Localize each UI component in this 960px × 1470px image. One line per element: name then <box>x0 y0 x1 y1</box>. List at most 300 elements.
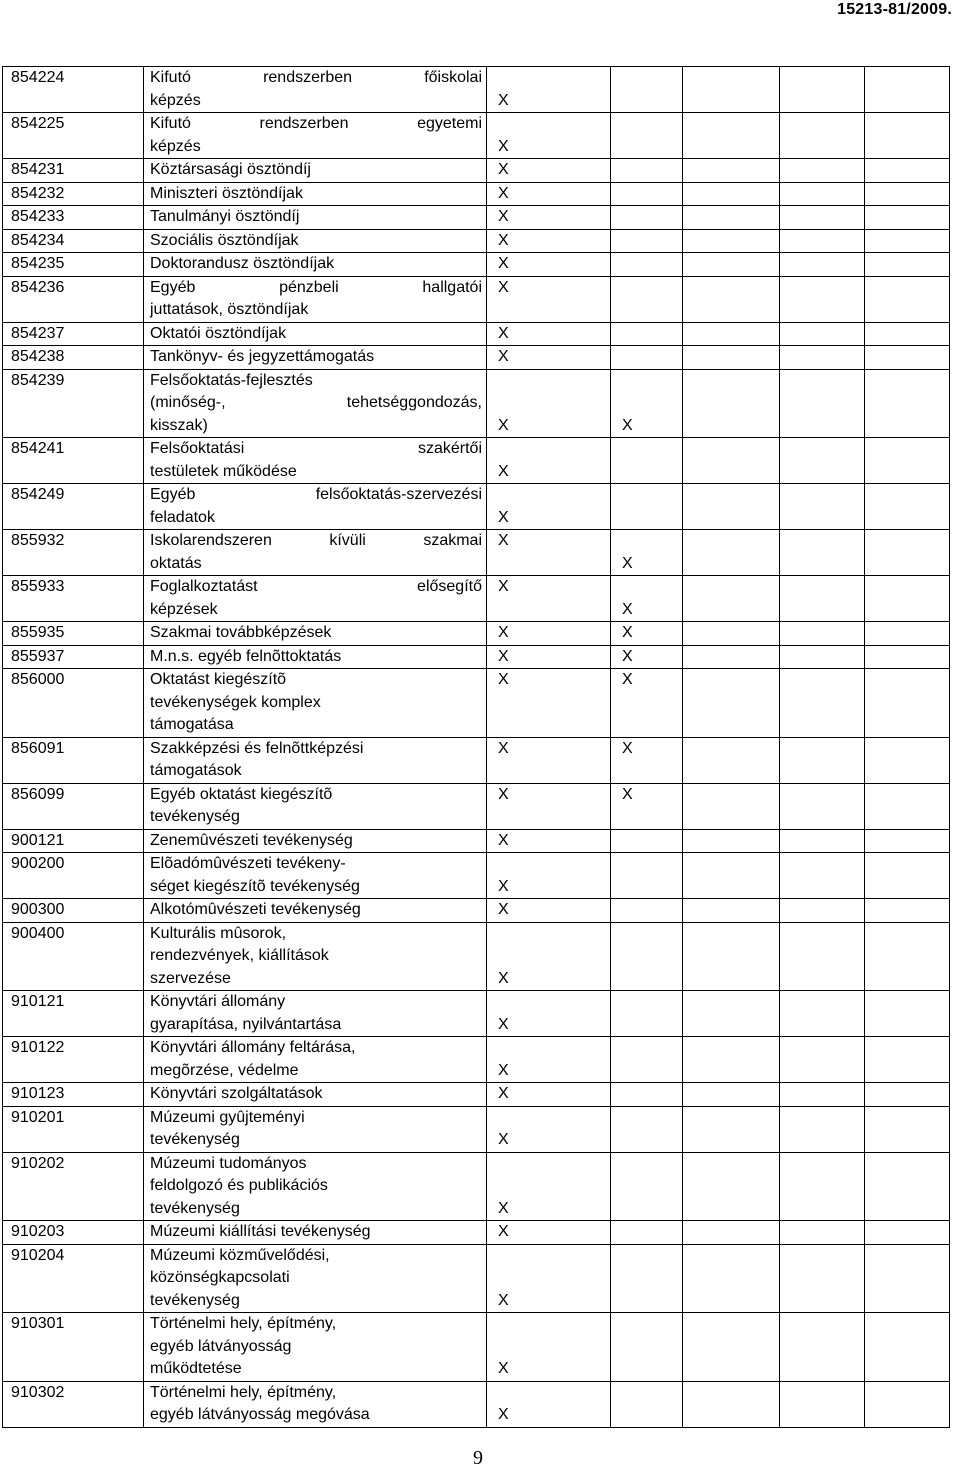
description-line: Könyvtári állomány feltárása, <box>150 1039 356 1056</box>
mark-cell-col-2 <box>611 1221 683 1245</box>
x-mark: X <box>498 161 509 178</box>
activity-description-cell <box>144 1083 487 1107</box>
mark-cell-col-2 <box>611 530 683 576</box>
description-line: Szociális ösztöndíjak <box>150 231 299 249</box>
activity-description-cell <box>144 1106 487 1152</box>
mark-cell-col-1 <box>487 253 611 277</box>
description-line: testületek működése <box>150 462 297 480</box>
mark-cell-col-2 <box>611 783 683 829</box>
activity-code-cell: 854225 <box>3 113 144 159</box>
activity-description-cell <box>144 922 487 991</box>
table-row <box>3 276 950 322</box>
mark-cell-col-1 <box>487 1037 611 1083</box>
x-mark: X <box>498 324 509 342</box>
empty-cell <box>865 253 950 277</box>
description-line: oktatás <box>150 554 202 572</box>
description-line: Egyéb pénzbeli hallgatói <box>150 278 482 296</box>
activity-code-cell: 854234 <box>3 229 144 253</box>
table-row <box>3 322 950 346</box>
description-line: Felsőoktatási szakértői <box>150 440 482 457</box>
mark-cell-col-1 <box>487 369 611 438</box>
description-line: Kifutó rendszerben egyetemi <box>150 115 482 132</box>
empty-cell <box>865 1037 950 1083</box>
empty-cell <box>780 899 865 923</box>
mark-cell-col-2 <box>611 206 683 230</box>
empty-cell <box>780 645 865 669</box>
empty-cell <box>683 1037 780 1083</box>
table-row <box>3 669 950 738</box>
activity-code-cell: 910201 <box>3 1106 144 1152</box>
activity-description-cell <box>144 1244 487 1313</box>
x-mark: X <box>622 785 633 803</box>
mark-cell-col-1 <box>487 530 611 576</box>
mark-cell-col-2 <box>611 853 683 899</box>
empty-cell <box>865 853 950 899</box>
activity-description-cell <box>144 206 487 230</box>
activity-code-cell: 900121 <box>3 829 144 853</box>
empty-cell <box>780 1313 865 1382</box>
x-mark: X <box>498 532 509 549</box>
activity-code-cell: 910123 <box>3 1083 144 1107</box>
empty-cell <box>683 576 780 622</box>
description-line: rendezvények, kiállítások <box>150 947 329 964</box>
x-mark: X <box>622 624 633 641</box>
activity-code-cell: 910202 <box>3 1152 144 1221</box>
mark-cell-col-1 <box>487 576 611 622</box>
activity-code-cell: 854237 <box>3 322 144 346</box>
empty-cell <box>865 829 950 853</box>
activity-code-cell: 855932 <box>3 530 144 576</box>
description-line: Foglalkoztatást elősegítő <box>150 578 482 595</box>
empty-cell <box>865 1381 950 1427</box>
description-line: Szakképzési és felnõttképzési <box>150 739 364 757</box>
description-line: juttatások, ösztöndíjak <box>150 301 309 318</box>
mark-cell-col-2 <box>611 1313 683 1382</box>
x-mark: X <box>498 578 509 595</box>
activity-code-cell: 910301 <box>3 1313 144 1382</box>
table-row <box>3 484 950 530</box>
empty-cell <box>683 922 780 991</box>
activity-code-cell: 900300 <box>3 899 144 923</box>
empty-cell <box>683 113 780 159</box>
mark-cell-col-2 <box>611 576 683 622</box>
table-row <box>3 1152 950 1221</box>
x-mark: X <box>498 416 509 434</box>
x-mark: X <box>498 184 509 202</box>
mark-cell-col-2 <box>611 645 683 669</box>
mark-cell-col-1 <box>487 438 611 484</box>
mark-cell-col-2 <box>611 346 683 370</box>
empty-cell <box>780 159 865 183</box>
table-row <box>3 783 950 829</box>
mark-cell-col-1 <box>487 991 611 1037</box>
table-row <box>3 182 950 206</box>
description-line: Doktorandusz ösztöndíjak <box>150 255 335 272</box>
empty-cell <box>865 182 950 206</box>
table-row <box>3 737 950 783</box>
empty-cell <box>780 853 865 899</box>
empty-cell <box>683 1152 780 1221</box>
description-line: Szakmai továbbképzések <box>150 624 332 641</box>
x-mark: X <box>622 739 633 757</box>
mark-cell-col-1 <box>487 229 611 253</box>
empty-cell <box>865 113 950 159</box>
description-line: Zenemûvészeti tevékenység <box>150 831 353 849</box>
empty-cell <box>683 645 780 669</box>
description-line: Köztársasági ösztöndíj <box>150 161 311 178</box>
description-line: Múzeumi közművelődési, <box>150 1246 330 1264</box>
page-number: 9 <box>473 1447 483 1469</box>
empty-cell <box>683 159 780 183</box>
description-line: egyéb látványosság <box>150 1337 292 1355</box>
table-row <box>3 530 950 576</box>
empty-cell <box>683 829 780 853</box>
empty-cell <box>780 991 865 1037</box>
activity-description-cell <box>144 1152 487 1221</box>
activity-description-cell <box>144 576 487 622</box>
table-row <box>3 438 950 484</box>
empty-cell <box>683 484 780 530</box>
activity-description-cell <box>144 1381 487 1427</box>
activity-code-table <box>2 66 950 1428</box>
table-row <box>3 1221 950 1245</box>
activity-description-cell <box>144 346 487 370</box>
empty-cell <box>865 783 950 829</box>
table-row <box>3 67 950 113</box>
table-body <box>3 67 950 1428</box>
x-mark: X <box>498 91 509 109</box>
description-line: képzés <box>150 91 201 109</box>
activity-code-cell: 854232 <box>3 182 144 206</box>
mark-cell-col-1 <box>487 829 611 853</box>
table-row <box>3 1244 950 1313</box>
empty-cell <box>865 346 950 370</box>
empty-cell <box>683 1313 780 1382</box>
empty-cell <box>683 783 780 829</box>
description-line: Könyvtári szolgáltatások <box>150 1085 323 1102</box>
table-row <box>3 1083 950 1107</box>
empty-cell <box>780 253 865 277</box>
activity-description-cell <box>144 67 487 113</box>
empty-cell <box>683 1106 780 1152</box>
activity-code-cell: 910302 <box>3 1381 144 1427</box>
x-mark: X <box>622 416 633 434</box>
mark-cell-col-1 <box>487 1381 611 1427</box>
empty-cell <box>780 276 865 322</box>
empty-cell <box>683 1221 780 1245</box>
empty-cell <box>683 1083 780 1107</box>
table-row <box>3 645 950 669</box>
mark-cell-col-2 <box>611 829 683 853</box>
mark-cell-col-1 <box>487 737 611 783</box>
activity-code-cell: 854249 <box>3 484 144 530</box>
mark-cell-col-2 <box>611 253 683 277</box>
table-row <box>3 622 950 646</box>
activity-code-cell: 856000 <box>3 669 144 738</box>
x-mark: X <box>498 647 509 665</box>
x-mark: X <box>498 1061 509 1079</box>
mark-cell-col-2 <box>611 484 683 530</box>
empty-cell <box>780 1244 865 1313</box>
description-line: Felsőoktatás-fejlesztés <box>150 371 313 389</box>
empty-cell <box>780 1152 865 1221</box>
activity-description-cell <box>144 369 487 438</box>
table-row <box>3 346 950 370</box>
mark-cell-col-1 <box>487 853 611 899</box>
activity-description-cell <box>144 829 487 853</box>
empty-cell <box>865 622 950 646</box>
x-mark: X <box>498 137 509 155</box>
empty-cell <box>865 1244 950 1313</box>
description-line: működtetése <box>150 1360 242 1377</box>
description-line: Könyvtári állomány <box>150 993 286 1010</box>
mark-cell-col-1 <box>487 159 611 183</box>
mark-cell-col-1 <box>487 346 611 370</box>
mark-cell-col-2 <box>611 182 683 206</box>
empty-cell <box>683 206 780 230</box>
activity-code-cell: 855937 <box>3 645 144 669</box>
description-line: Alkotómûvészeti tevékenység <box>150 901 361 918</box>
mark-cell-col-1 <box>487 113 611 159</box>
activity-description-cell <box>144 645 487 669</box>
description-line: Miniszteri ösztöndíjak <box>150 184 303 202</box>
mark-cell-col-1 <box>487 669 611 738</box>
description-line: Iskolarendszeren kívüli szakmai <box>150 532 482 549</box>
mark-cell-col-2 <box>611 369 683 438</box>
empty-cell <box>780 1083 865 1107</box>
table-row <box>3 229 950 253</box>
description-line: Egyéb oktatást kiegészítõ <box>150 785 333 803</box>
activity-description-cell <box>144 253 487 277</box>
activity-code-cell: 856099 <box>3 783 144 829</box>
empty-cell <box>683 438 780 484</box>
x-mark: X <box>498 208 509 225</box>
description-line: Kulturális mûsorok, <box>150 924 287 942</box>
empty-cell <box>683 737 780 783</box>
mark-cell-col-1 <box>487 322 611 346</box>
empty-cell <box>865 369 950 438</box>
empty-cell <box>683 322 780 346</box>
description-line: tevékenységek komplex <box>150 693 321 711</box>
table-row <box>3 206 950 230</box>
description-line: Tanulmányi ösztöndíj <box>150 208 300 225</box>
mark-cell-col-1 <box>487 1083 611 1107</box>
x-mark: X <box>498 255 509 272</box>
x-mark: X <box>498 1406 509 1423</box>
table-row <box>3 899 950 923</box>
x-mark: X <box>498 1015 509 1033</box>
x-mark: X <box>498 348 509 365</box>
empty-cell <box>683 530 780 576</box>
description-line: egyéb látványosság megóvása <box>150 1406 370 1423</box>
activity-description-cell <box>144 113 487 159</box>
description-line: Történelmi hely, építmény, <box>150 1383 337 1401</box>
empty-cell <box>780 622 865 646</box>
x-mark: X <box>498 969 509 987</box>
mark-cell-col-1 <box>487 1152 611 1221</box>
empty-cell <box>683 276 780 322</box>
table-row <box>3 991 950 1037</box>
document-reference-number: 15213-81/2009. <box>837 1 952 18</box>
activity-code-cell: 855935 <box>3 622 144 646</box>
mark-cell-col-2 <box>611 899 683 923</box>
activity-code-cell: 854224 <box>3 67 144 113</box>
empty-cell <box>683 991 780 1037</box>
empty-cell <box>683 853 780 899</box>
empty-cell <box>780 67 865 113</box>
empty-cell <box>865 1152 950 1221</box>
mark-cell-col-2 <box>611 669 683 738</box>
activity-description-cell <box>144 853 487 899</box>
x-mark: X <box>498 231 509 249</box>
activity-description-cell <box>144 322 487 346</box>
mark-cell-col-1 <box>487 1244 611 1313</box>
description-line: támogatások <box>150 762 242 779</box>
activity-code-cell: 854241 <box>3 438 144 484</box>
mark-cell-col-2 <box>611 438 683 484</box>
mark-cell-col-2 <box>611 1244 683 1313</box>
empty-cell <box>780 484 865 530</box>
description-line: tevékenység <box>150 1199 240 1217</box>
description-line: feldolgozó és publikációs <box>150 1177 328 1194</box>
description-line: támogatása <box>150 716 234 733</box>
activity-code-cell: 854233 <box>3 206 144 230</box>
empty-cell <box>683 669 780 738</box>
description-line: tevékenység <box>150 1291 240 1309</box>
activity-description-cell <box>144 1221 487 1245</box>
mark-cell-col-2 <box>611 622 683 646</box>
x-mark: X <box>498 1199 509 1217</box>
activity-description-cell <box>144 182 487 206</box>
empty-cell <box>780 229 865 253</box>
mark-cell-col-1 <box>487 1313 611 1382</box>
x-mark: X <box>498 877 509 895</box>
empty-cell <box>683 67 780 113</box>
empty-cell <box>865 276 950 322</box>
mark-cell-col-2 <box>611 322 683 346</box>
mark-cell-col-2 <box>611 229 683 253</box>
empty-cell <box>865 922 950 991</box>
empty-cell <box>780 829 865 853</box>
mark-cell-col-1 <box>487 645 611 669</box>
x-mark: X <box>622 647 633 665</box>
empty-cell <box>780 737 865 783</box>
activity-code-cell: 854238 <box>3 346 144 370</box>
table-row <box>3 829 950 853</box>
x-mark: X <box>498 671 509 688</box>
activity-description-cell <box>144 530 487 576</box>
x-mark: X <box>498 831 509 849</box>
activity-code-cell: 854235 <box>3 253 144 277</box>
activity-description-cell <box>144 159 487 183</box>
mark-cell-col-1 <box>487 276 611 322</box>
x-mark: X <box>498 462 509 480</box>
table-row <box>3 853 950 899</box>
empty-cell <box>683 899 780 923</box>
mark-cell-col-2 <box>611 113 683 159</box>
description-line: séget kiegészítõ tevékenység <box>150 877 360 895</box>
mark-cell-col-1 <box>487 1221 611 1245</box>
empty-cell <box>865 229 950 253</box>
description-line: képzések <box>150 600 218 618</box>
description-line: Múzeumi kiállítási tevékenység <box>150 1223 371 1240</box>
description-line: Múzeumi gyûjteményi <box>150 1108 305 1126</box>
mark-cell-col-2 <box>611 1152 683 1221</box>
activity-code-cell: 910203 <box>3 1221 144 1245</box>
description-line: Tankönyv- és jegyzettámogatás <box>150 348 375 365</box>
x-mark: X <box>498 1360 509 1377</box>
description-line: kisszak) <box>150 416 208 434</box>
empty-cell <box>780 1037 865 1083</box>
mark-cell-col-2 <box>611 1381 683 1427</box>
description-line: Múzeumi tudományos <box>150 1154 307 1172</box>
empty-cell <box>780 1381 865 1427</box>
table-row <box>3 253 950 277</box>
activity-description-cell <box>144 622 487 646</box>
empty-cell <box>780 438 865 484</box>
empty-cell <box>865 67 950 113</box>
description-line: tevékenység <box>150 1131 240 1148</box>
empty-cell <box>780 346 865 370</box>
empty-cell <box>683 346 780 370</box>
activity-code-cell: 910122 <box>3 1037 144 1083</box>
activity-description-cell <box>144 229 487 253</box>
table-row <box>3 576 950 622</box>
description-line: képzés <box>150 137 201 155</box>
activity-description-cell <box>144 783 487 829</box>
empty-cell <box>780 922 865 991</box>
table-row <box>3 1106 950 1152</box>
empty-cell <box>865 737 950 783</box>
activity-description-cell <box>144 737 487 783</box>
description-line: tevékenység <box>150 808 240 825</box>
description-line: Elõadómûvészeti tevékeny- <box>150 855 346 872</box>
table-row <box>3 369 950 438</box>
mark-cell-col-1 <box>487 206 611 230</box>
activity-description-cell <box>144 1313 487 1382</box>
activity-description-cell <box>144 438 487 484</box>
description-line: gyarapítása, nyilvántartása <box>150 1015 342 1033</box>
table-row <box>3 1381 950 1427</box>
empty-cell <box>683 622 780 646</box>
activity-description-cell <box>144 1037 487 1083</box>
x-mark: X <box>498 1223 509 1240</box>
description-line: megõrzése, védelme <box>150 1061 299 1079</box>
activity-description-cell <box>144 669 487 738</box>
description-line: Oktatást kiegészítõ <box>150 671 287 688</box>
description-line: feladatok <box>150 508 215 526</box>
table-row <box>3 113 950 159</box>
empty-cell <box>865 438 950 484</box>
empty-cell <box>683 182 780 206</box>
empty-cell <box>780 182 865 206</box>
empty-cell <box>683 253 780 277</box>
empty-cell <box>780 322 865 346</box>
description-line: (minőség-, tehetséggondozás, <box>150 394 482 411</box>
activity-description-cell <box>144 991 487 1037</box>
activity-description-cell <box>144 276 487 322</box>
mark-cell-col-1 <box>487 67 611 113</box>
empty-cell <box>865 991 950 1037</box>
empty-cell <box>865 1106 950 1152</box>
mark-cell-col-1 <box>487 182 611 206</box>
mark-cell-col-2 <box>611 922 683 991</box>
table-row <box>3 1037 950 1083</box>
empty-cell <box>780 576 865 622</box>
mark-cell-col-1 <box>487 899 611 923</box>
x-mark: X <box>498 785 509 803</box>
empty-cell <box>865 669 950 738</box>
